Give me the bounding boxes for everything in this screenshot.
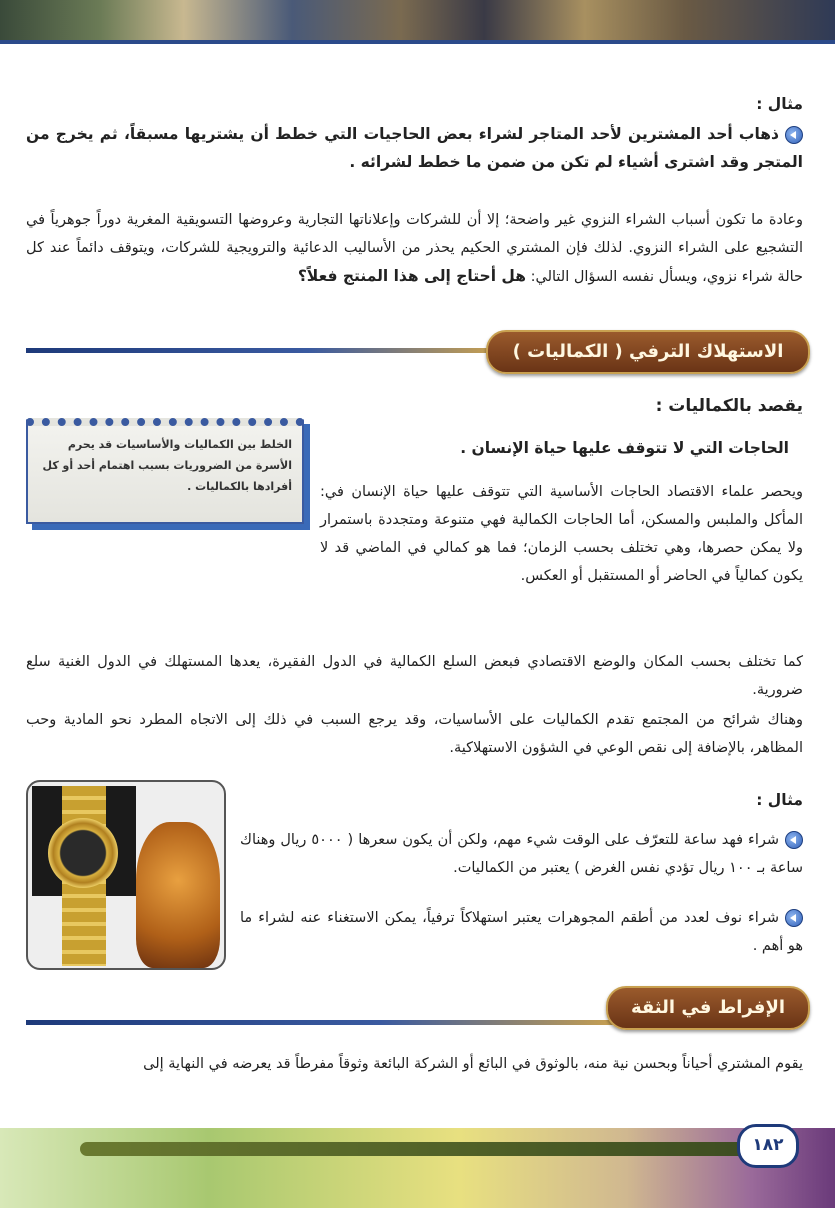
paragraph-overconfidence: يقوم المشتري أحياناً وبحسن نية منه، بالوثوق في البائع أو الشركة البائعة وثوقاً مفرطاً قد يعرضه في النهاية إلى <box>143 1056 803 1072</box>
footer-band <box>0 1128 835 1208</box>
luxury-definition: الحاجات التي لا تتوقف عليها حياة الإنسان . <box>460 439 789 457</box>
bullet-arrow-icon <box>785 126 803 144</box>
side-note: الخلط بين الكماليات والأساسيات قد يحرم الأسرة من الضروريات بسبب اهتمام أحد أو كل أفرادها بالكماليات . <box>26 418 304 524</box>
example2-item-watch-text: شراء فهد ساعة للتعرّف على الوقت شيء مهم، ولكن أن يكون سعرها ( ٥٠٠٠ ريال وهناك ساعة بـ ١٠٠ ريال تؤدي نفس الغرض ) يعتبر من الكماليات. <box>240 832 803 876</box>
watch-and-jewelry-photo <box>26 780 226 970</box>
page-number: ١٨٢ <box>737 1124 799 1168</box>
bullet-arrow-icon <box>785 909 803 927</box>
paragraph-impulse-buying <box>26 206 803 291</box>
example2-label: مثال : <box>756 791 803 809</box>
paragraph-impulse-text: وعادة ما تكون أسباب الشراء النزوي غير واضحة؛ إلا أن للشركات وإعلاناتها التجارية وعروضها التسويقية المغرية دوراً جوهرياً في التشجيع على الشراء النزوي. لذلك فإن المشتري الحكيم يحذر من الأساليب الدعائية والترويجية للشركات، ويتوقف دائماً عند كل حالة شراء نزوي، ويسأل نفسه السؤال التالي: <box>26 212 803 285</box>
key-question: هل أحتاج إلى هذا المنتج فعلاً؟ <box>297 267 527 285</box>
paragraph-place-economy: كما تختلف بحسب المكان والوضع الاقتصادي فبعض السلع الكمالية في الدول الفقيرة، يعدها المستهلك في الدول الغنية سلع ضرورية. <box>26 654 803 698</box>
example-bullet-text: ذهاب أحد المشترين لأحد المتاجر لشراء بعض الحاجيات التي خطط أن يشتريها مسبقاً، ثم يخرج من المتجر وقد اشترى أشياء لم تكن من ضمن ما خطط لشرائه . <box>26 125 803 171</box>
section-title-overconfidence: الإفراط في الثقة <box>606 986 810 1030</box>
paragraph-luxury-priority: وهناك شرائح من المجتمع تقدم الكماليات على الأساسيات، وقد يرجع السبب في ذلك إلى الاتجاه المطرد نحو المادية وحب المظاهر، بالإضافة إلى نقص الوعي في الشؤون الاستهلاكية. <box>26 712 803 756</box>
example2-item-jewelry-text: شراء نوف لعدد من أطقم المجوهرات يعتبر استهلاكاً ترفياً، يمكن الاستغناء عنه لشراء ما هو أهم . <box>240 910 803 954</box>
header-photo-strip <box>0 0 835 44</box>
gold-necklace-image <box>136 822 220 968</box>
example2-item-watch <box>240 826 803 882</box>
gold-watch-image <box>32 786 136 896</box>
section-title-luxury: الاستهلاك الترفي ( الكماليات ) <box>486 330 810 374</box>
bullet-arrow-icon <box>785 831 803 849</box>
example2-item-jewelry <box>240 904 803 960</box>
example-label: مثال : <box>756 95 803 113</box>
luxury-heading: يقصد بالكماليات : <box>655 396 803 416</box>
paragraph-needs-text: ويحصر علماء الاقتصاد الحاجات الأساسية التي تتوقف عليها حياة الإنسان في: المأكل والملبس والمسكن، أما الحاجات الكمالية فهي متنوعة ومتجددة باستمرار ولا يمكن حصرها، وهي تختلف بحسب الزمان؛ فما هو كمالي في الماضي قد لا يكون كمالياً في الحاضر أو المستقبل أو العكس. <box>320 484 803 584</box>
section-divider <box>26 348 496 353</box>
section-divider <box>26 1020 616 1025</box>
example-bullet <box>26 120 803 176</box>
paragraph-needs-a <box>320 478 803 590</box>
